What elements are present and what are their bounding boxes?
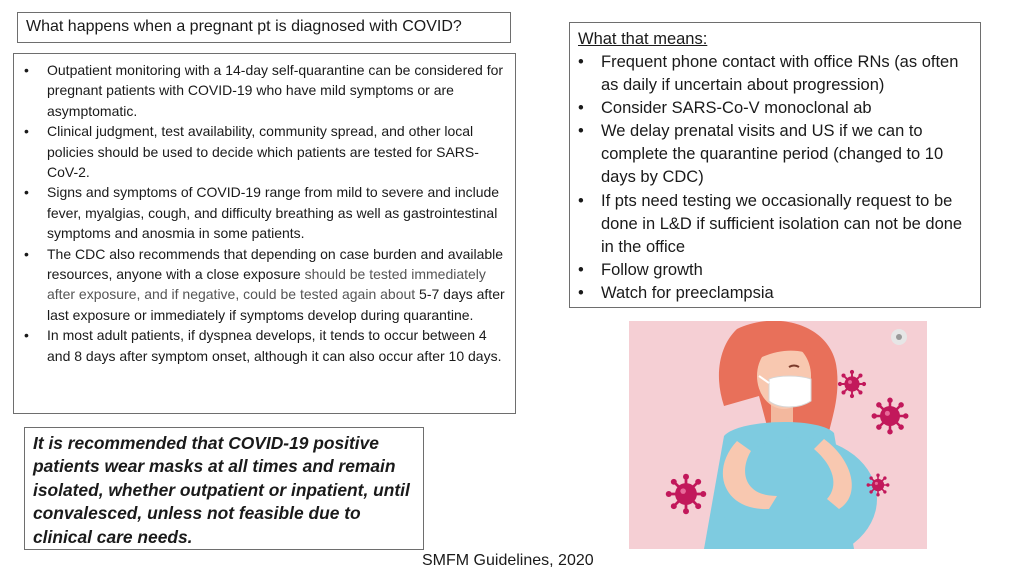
list-item: • Frequent phone contact with office RNs (as often as daily if uncertain about progression) xyxy=(578,53,959,95)
list-item: • The CDC also recommends that depending on case burden and available resources, anyone with a close exposure should be tested immediately after exposure, and if negative, could be tested again about 5-7 days after last exposure or immediately if symptoms develop during quarantine. xyxy=(24,245,505,323)
list-item: • In most adult patients, if dyspnea develops, it tends to occur between 4 and 8 days after symptom onset, although it can also occur after 10 days. xyxy=(24,327,502,364)
guidance-bullet-panel xyxy=(13,53,516,414)
bullet-icon: • xyxy=(24,184,29,201)
list-item: • We delay prenatal visits and US if we can to complete the quarantine period (changed to 10 days by CDC) xyxy=(578,122,944,187)
bullet-icon: • xyxy=(24,62,29,78)
panel-heading: What that means: xyxy=(578,30,708,48)
practice-implications-panel xyxy=(569,22,981,308)
list-item: • Outpatient monitoring with a 14-day self-quarantine can be considered for pregnant patients with COVID-19 who have mild symptoms or are asymptomatic. xyxy=(24,62,504,119)
bullet-icon: • xyxy=(578,53,584,71)
source-citation: SMFM Guidelines, 2020 xyxy=(422,552,594,569)
face-mask-icon xyxy=(769,376,811,407)
list-item: • Clinical judgment, test availability, community spread, and other local policies should be used to decide which patients are tested for SARS-CoV-2. xyxy=(24,123,479,181)
bullet-icon: • xyxy=(578,191,584,210)
list-item: • Watch for preeclampsia xyxy=(578,282,970,305)
bullet-icon: • xyxy=(578,260,584,279)
bullet-icon: • xyxy=(578,99,584,118)
bullet-icon: • xyxy=(578,122,584,141)
recommendation-callout xyxy=(24,427,424,550)
virus-icon xyxy=(666,474,706,514)
implications-bullet-list xyxy=(578,51,970,305)
bullet-icon: • xyxy=(24,123,29,140)
slide-title xyxy=(17,12,511,43)
list-item: • If pts need testing we occasionally request to be done in L&D if sufficient isolation can not be done in the office xyxy=(578,191,963,256)
pregnant-woman-illustration xyxy=(629,321,927,549)
list-item: • Follow growth xyxy=(578,259,970,282)
virus-icon xyxy=(872,398,909,435)
recommendation-text: It is recommended that COVID-19 positive patients wear masks at all times and remain isolated, whether outpatient or inpatient, until convalesced, unless not feasible due to clinical care needs. xyxy=(33,433,410,547)
bullet-icon: • xyxy=(24,245,29,262)
slide-title-text: What happens when a pregnant pt is diagnosed with COVID? xyxy=(26,18,462,35)
guidance-bullet-list xyxy=(24,60,505,366)
virus-icon xyxy=(838,370,866,398)
bullet-icon: • xyxy=(578,283,584,302)
bullet-icon: • xyxy=(24,327,29,344)
list-item: • Consider SARS-Co-V monoclonal ab xyxy=(578,97,970,120)
virus-icon xyxy=(867,474,890,497)
list-item: • Signs and symptoms of COVID-19 range from mild to severe and include fever, myalgias, cough, and difficulty breathing as well as gastrointestinal symptoms and anosmia in some patients. xyxy=(24,184,500,242)
